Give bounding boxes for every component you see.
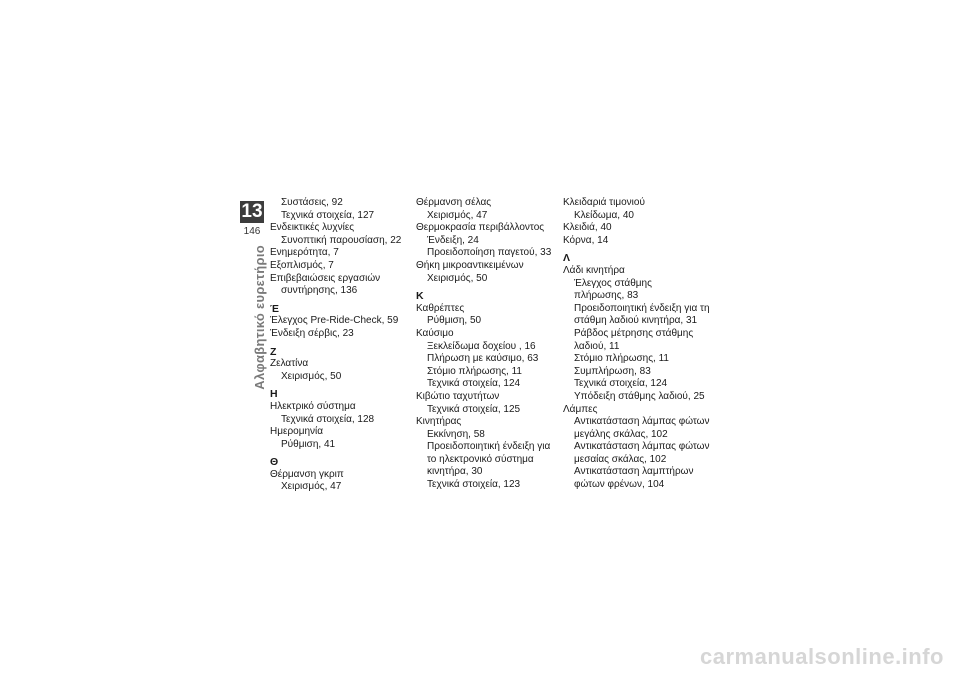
index-entry: Ηλεκτρικό σύστημα [270,400,356,412]
index-subentry: φώτων φρένων, 104 [574,479,665,491]
index-subentry: Ρύθμιση, 41 [281,438,336,450]
page-number: 146 [243,226,261,237]
index-subentry: λαδιού, 11 [574,340,620,352]
index-entry: Κιβώτιο ταχυτήτων [416,390,500,402]
index-subentry: Προειδοποιητική ένδειξη για [427,441,551,453]
index-subentry: το ηλεκτρονικό σύστημα [427,453,534,465]
index-subentry: Χειρισμός, 50 [427,272,488,284]
index-subentry: Προειδοποίηση παγετού, 33 [427,247,552,259]
index-entry: Ένδειξη σέρβις, 23 [270,327,354,339]
index-entry: Λάδι κινητήρα [563,264,625,276]
index-letter-heading: Κ [416,290,424,303]
index-subentry: Τεχνικά στοιχεία, 128 [281,413,375,425]
index-subentry: Στόμιο πλήρωσης, 11 [574,353,669,365]
side-title-wrap [240,245,267,425]
index-entry: Ενημερότητα, 7 [270,247,339,259]
index-subentry: Τεχνικά στοιχεία, 127 [281,209,375,221]
index-entry: Ημερομηνία [270,426,324,438]
index-subentry: Προειδοποιητική ένδειξη για τη [574,302,710,314]
index-letter-heading: Η [270,388,278,401]
index-subentry: Πλήρωση με καύσιμο, 63 [427,353,539,365]
index-subentry: Ράβδος μέτρησης στάθμης [574,327,694,339]
index-subentry: Ρύθμιση, 50 [427,315,482,327]
index-subentry: Αντικατάσταση λάμπας φώτων [574,441,710,453]
index-subentry: Τεχνικά στοιχεία, 124 [427,378,521,390]
index-entry: Θήκη μικροαντικειμένων [416,259,524,271]
index-subentry: Συστάσεις, 92 [281,197,343,208]
index-subentry: Τεχνικά στοιχεία, 123 [427,479,521,491]
index-subentry: Χειρισμός, 47 [427,209,488,221]
index-entry: Εξοπλισμός, 7 [270,259,334,271]
chapter-number: 13 [241,201,263,222]
index-subentry: Έλεγχος στάθμης [574,277,652,289]
section-title: Αλφαβητικό ευρετήριο [252,245,267,390]
index-entry: Θέρμανση γκριπ [270,468,344,480]
index-subentry: Συμπλήρωση, 83 [574,365,651,377]
index-entry: Κλειδαριά τιμονιού [563,197,645,208]
index-letter-heading: Ζ [270,345,277,358]
index-letter-heading: Λ [563,252,571,265]
index-subentry: Τεχνικά στοιχεία, 125 [427,403,521,415]
index-entry: Καύσιμο [416,327,454,339]
index-subentry: Αντικατάσταση λαμπτήρων [574,466,694,478]
index-subentry: Τεχνικά στοιχεία, 124 [574,378,668,390]
index-column-1 [270,197,420,494]
index-entry: Θέρμανση σέλας [416,197,492,208]
index-subentry: Υπόδειξη στάθμης λαδιού, 25 [574,390,705,402]
index-column-3 [563,197,713,492]
index-letter-heading: Θ [270,456,279,469]
index-subentry: Εκκίνηση, 58 [427,428,485,440]
index-entry: Επιβεβαιώσεις εργασιών [270,272,381,284]
index-subentry: πλήρωσης, 83 [574,290,639,302]
index-subentry: μεσαίας σκάλας, 102 [574,453,667,465]
index-subentry: Κλείδωμα, 40 [574,209,634,221]
index-subentry: Αντικατάσταση λάμπας φώτων [574,416,710,428]
index-column-2 [416,197,566,492]
index-entry: Ζελατίνα [270,358,309,370]
index-subentry: Χειρισμός, 47 [281,481,342,493]
index-subentry: στάθμη λαδιού κινητήρα, 31 [574,315,698,327]
index-subentry: Ένδειξη, 24 [427,234,479,246]
index-subentry: Χειρισμός, 50 [281,370,342,382]
index-subentry: Συνοπτική παρουσίαση, 22 [281,234,402,246]
index-entry: Κινητήρας [416,416,462,428]
index-letter-heading: Έ [270,302,279,315]
index-entry: Κλειδιά, 40 [563,222,612,234]
index-subentry: συντήρησης, 136 [281,285,358,297]
index-entry: Κόρνα, 14 [563,234,609,246]
index-entry: Ενδεικτικές λυχνίες [270,222,355,234]
index-entry: Καθρέπτες [416,302,465,314]
index-entry: Έλεγχος Pre-Ride-Check, 59 [270,315,399,327]
index-subentry: Ξεκλείδωμα δοχείου , 16 [427,340,536,352]
watermark: carmanualsonline.info [700,644,944,669]
index-entry: Θερμοκρασία περιβάλλοντος [416,222,545,234]
index-subentry: μεγάλης σκάλας, 102 [574,428,668,440]
index-subentry: κινητήρα, 30 [427,466,483,478]
index-entry: Λάμπες [563,403,598,415]
index-subentry: Στόμιο πλήρωσης, 11 [427,365,522,377]
